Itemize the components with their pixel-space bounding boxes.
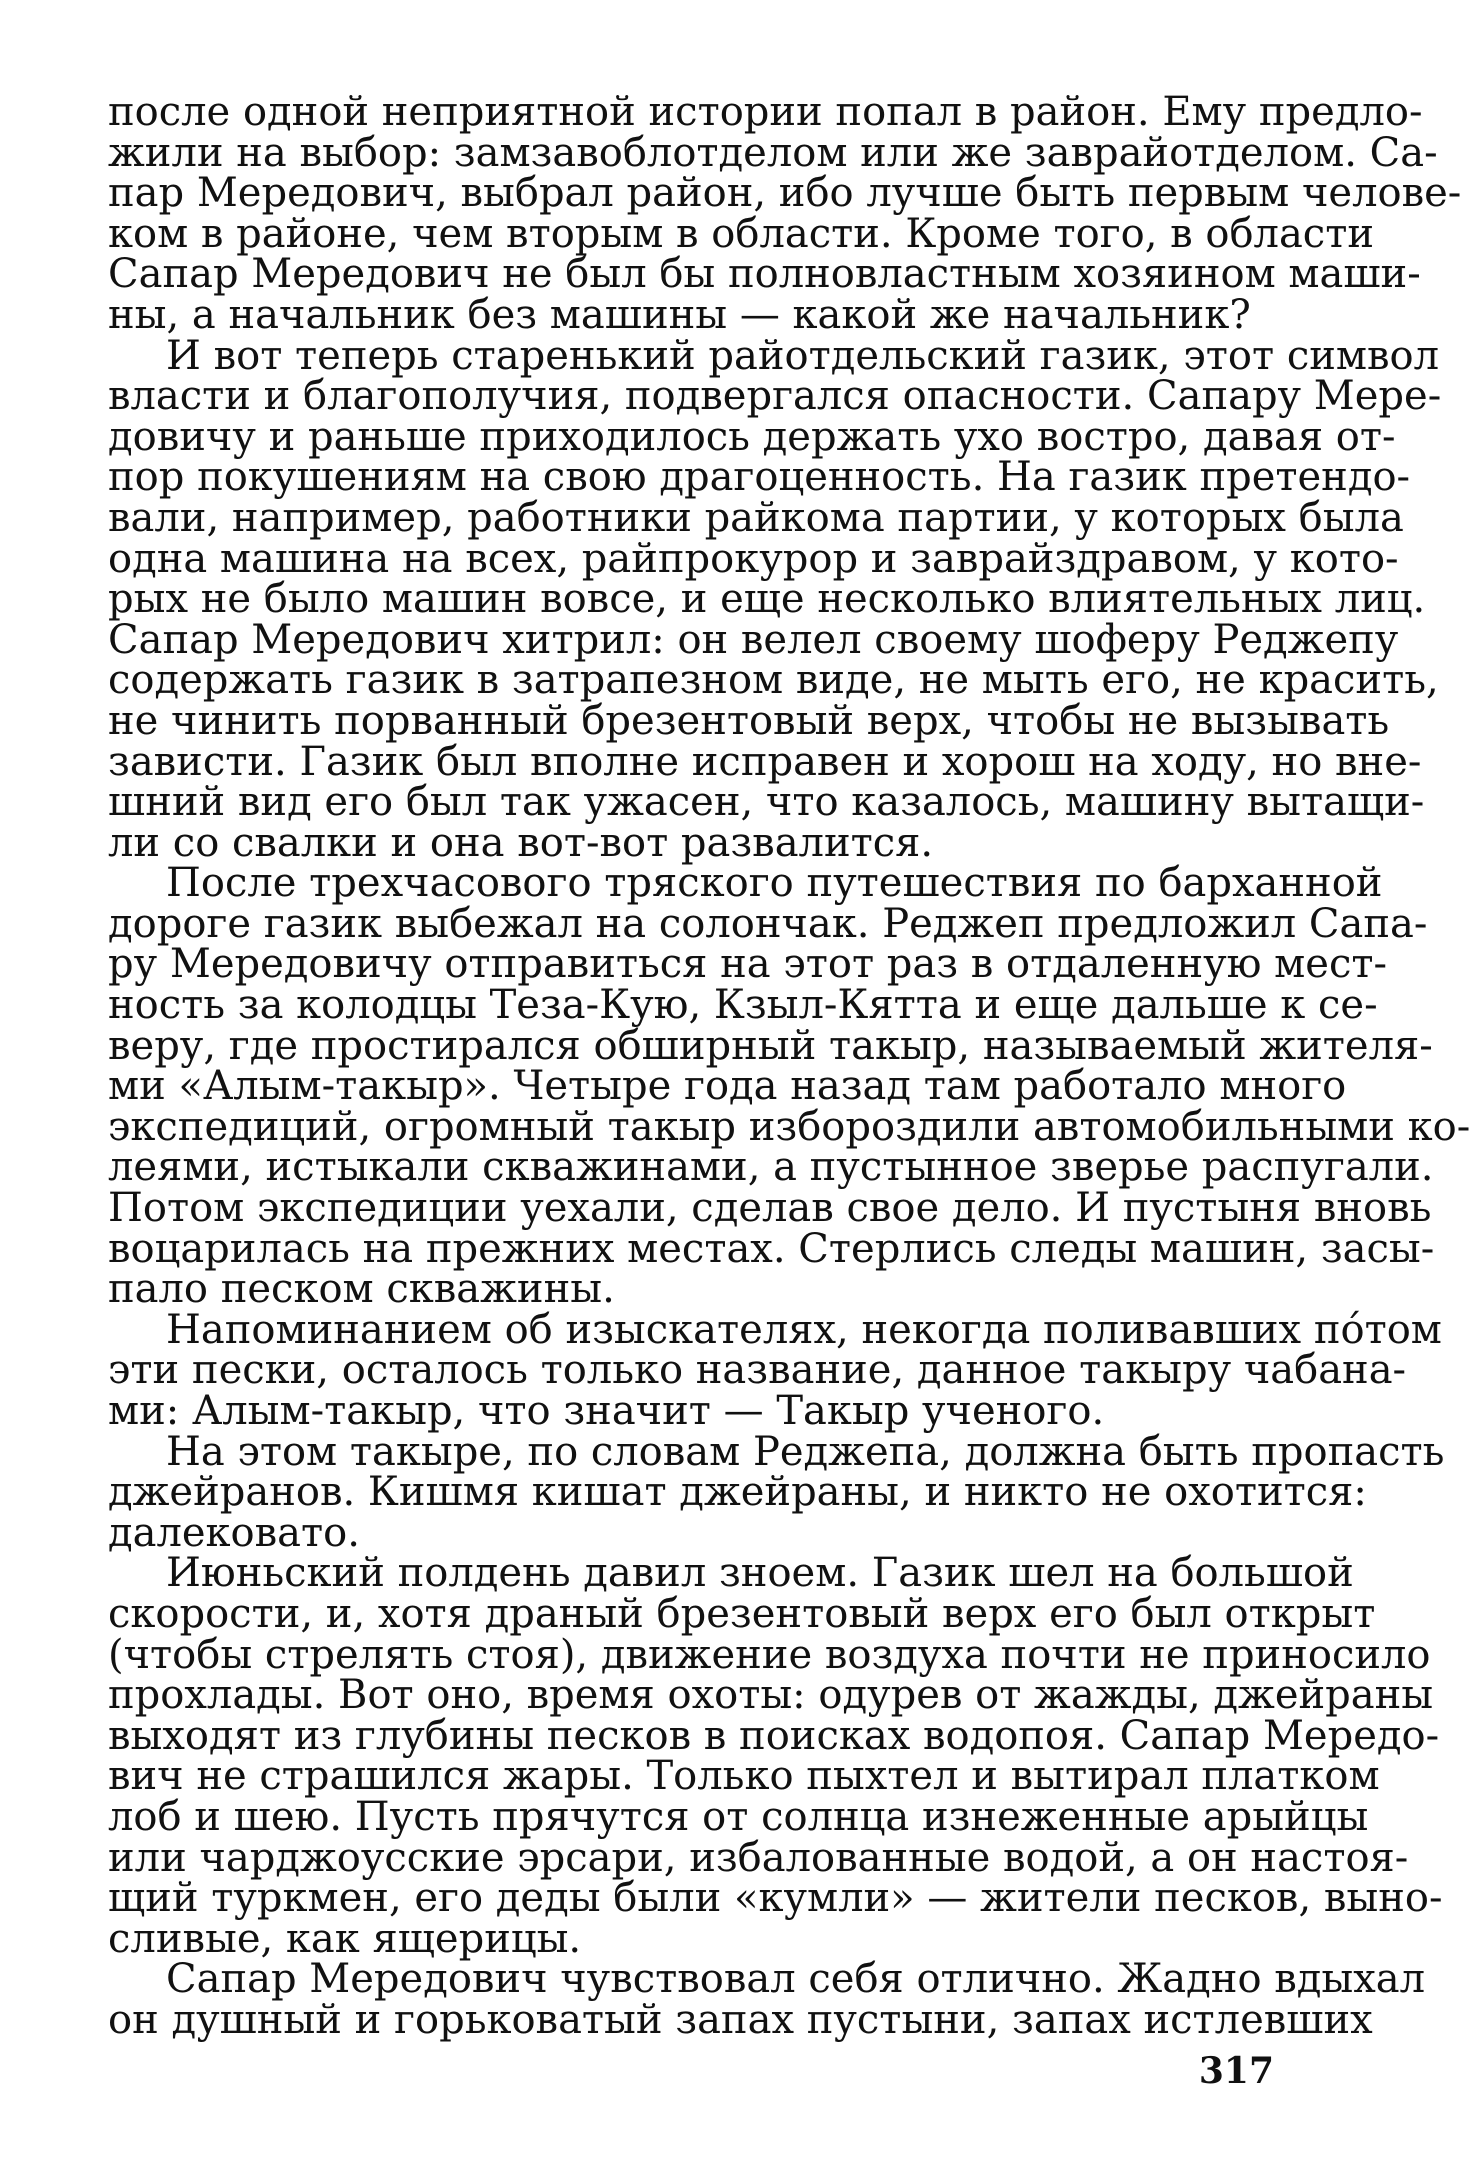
text-line: власти и благополучия, подвергался опасности. Сапару Мере-: [108, 373, 1442, 420]
text-line: веру, где простирался обширный такыр, называемый жителя-: [108, 1022, 1433, 1069]
text-line: он душный и горьковатый запах пустыни, запах истлевших: [108, 1996, 1373, 2043]
text-line: ми: Алым-такыр, что значит — Такыр ученого.: [108, 1388, 1105, 1434]
text-line: выходят из глубины песков в поисках водопоя. Сапар Мередо-: [108, 1712, 1440, 1759]
text-line: щий туркмен, его деды были «кумли» — жители песков, выно-: [108, 1875, 1443, 1922]
text-line: жили на выбор: замзавоблотделом или же заврайотделом. Са-: [108, 129, 1438, 176]
text-line: эти пески, осталось только название, данное такыру чабана-: [108, 1347, 1407, 1394]
text-line: экспедиций, огромный такыр избороздили автомобильными ко-: [108, 1103, 1470, 1150]
text-line: рых не было машин вовсе, и еще несколько влиятельных лиц.: [108, 576, 1426, 623]
text-line: после одной неприятной истории попал в район. Ему предло-: [108, 89, 1423, 135]
text-line: На этом такыре, по словам Реджепа, должна быть пропасть: [166, 1428, 1445, 1475]
text-line: ру Мередовичу отправиться на этот раз в отдаленную мест-: [108, 941, 1388, 988]
text-line: (чтобы стрелять стоя), движение воздуха почти не приносило: [108, 1631, 1431, 1678]
page-text: [108, 89, 1470, 2043]
text-line: не чинить порванный брезентовый верх, чтобы не вызывать: [108, 697, 1390, 744]
text-line: или чарджоусские эрсари, избалованные водой, а он настоя-: [108, 1834, 1409, 1881]
text-line: ком в районе, чем вторым в области. Кроме того, в области: [108, 210, 1374, 257]
text-line: шний вид его был так ужасен, что казалось, машину вытащи-: [108, 779, 1425, 826]
text-line: Июньский полдень давил зноем. Газик шел на большой: [166, 1550, 1354, 1597]
text-line: ли со свалки и она вот-вот развалится.: [108, 819, 934, 866]
text-line: ность за колодцы Теза-Кую, Кзыл-Кятта и еще дальше к се-: [108, 982, 1378, 1029]
text-line: джейранов. Кишмя кишат джейраны, и никто не охотится:: [108, 1469, 1367, 1516]
text-line: Сапар Мередович чувствовал себя отлично. Жадно вдыхал: [166, 1956, 1426, 2003]
text-line: довичу и раньше приходилось держать ухо востро, давая от-: [108, 413, 1396, 460]
text-line: сливые, как ящерицы.: [108, 1915, 582, 1962]
text-line: вали, например, работники райкома партии, у которых была: [108, 494, 1404, 541]
text-line: лоб и шею. Пусть прячутся от солнца изнеженные арыйцы: [108, 1793, 1369, 1840]
text-line: Потом экспедиции уехали, сделав свое дело. И пустыня вновь: [108, 1185, 1432, 1232]
text-line: содержать газик в затрапезном виде, не мыть его, не красить,: [108, 657, 1439, 704]
text-line: Сапар Мередович не был бы полновластным хозяином маши-: [108, 251, 1421, 298]
text-line: пало песком скважины.: [108, 1266, 615, 1313]
text-line: Напоминанием об изыскателях, некогда поливавших пóтом: [166, 1306, 1442, 1353]
text-line: одна машина на всех, райпрокурор и заврайздравом, у кото-: [108, 535, 1399, 582]
text-line: пар Мередович, выбрал район, ибо лучше быть первым челове-: [108, 170, 1462, 217]
text-line: далековато.: [108, 1509, 360, 1556]
text-line: зависти. Газик был вполне исправен и хорош на ходу, но вне-: [108, 738, 1422, 785]
text-line: После трехчасового тряского путешествия по барханной: [166, 860, 1383, 907]
text-line: скорости, и, хотя драный брезентовый верх его был открыт: [108, 1590, 1376, 1637]
text-line: воцарилась на прежних местах. Стерлись следы машин, засы-: [108, 1225, 1435, 1272]
text-line: леями, истыкали скважинами, а пустынное зверье распугали.: [108, 1144, 1434, 1191]
text-line: Сапар Мередович хитрил: он велел своему шоферу Реджепу: [108, 616, 1399, 663]
text-line: дороге газик выбежал на солончак. Реджеп предложил Сапа-: [108, 900, 1428, 947]
text-line: прохлады. Вот оно, время охоты: одурев от жажды, джейраны: [108, 1672, 1434, 1719]
text-line: ми «Алым-такыр». Четыре года назад там работало много: [108, 1063, 1347, 1110]
text-line: пор покушениям на свою драгоценность. На газик претендо-: [108, 454, 1411, 501]
text-line: вич не страшился жары. Только пыхтел и вытирал платком: [108, 1753, 1380, 1800]
page-number: 317: [1198, 2050, 1274, 2092]
text-line: И вот теперь старенький райотдельский газик, этот символ: [166, 332, 1440, 379]
text-line: ны, а начальник без машины — какой же начальник?: [108, 291, 1251, 338]
